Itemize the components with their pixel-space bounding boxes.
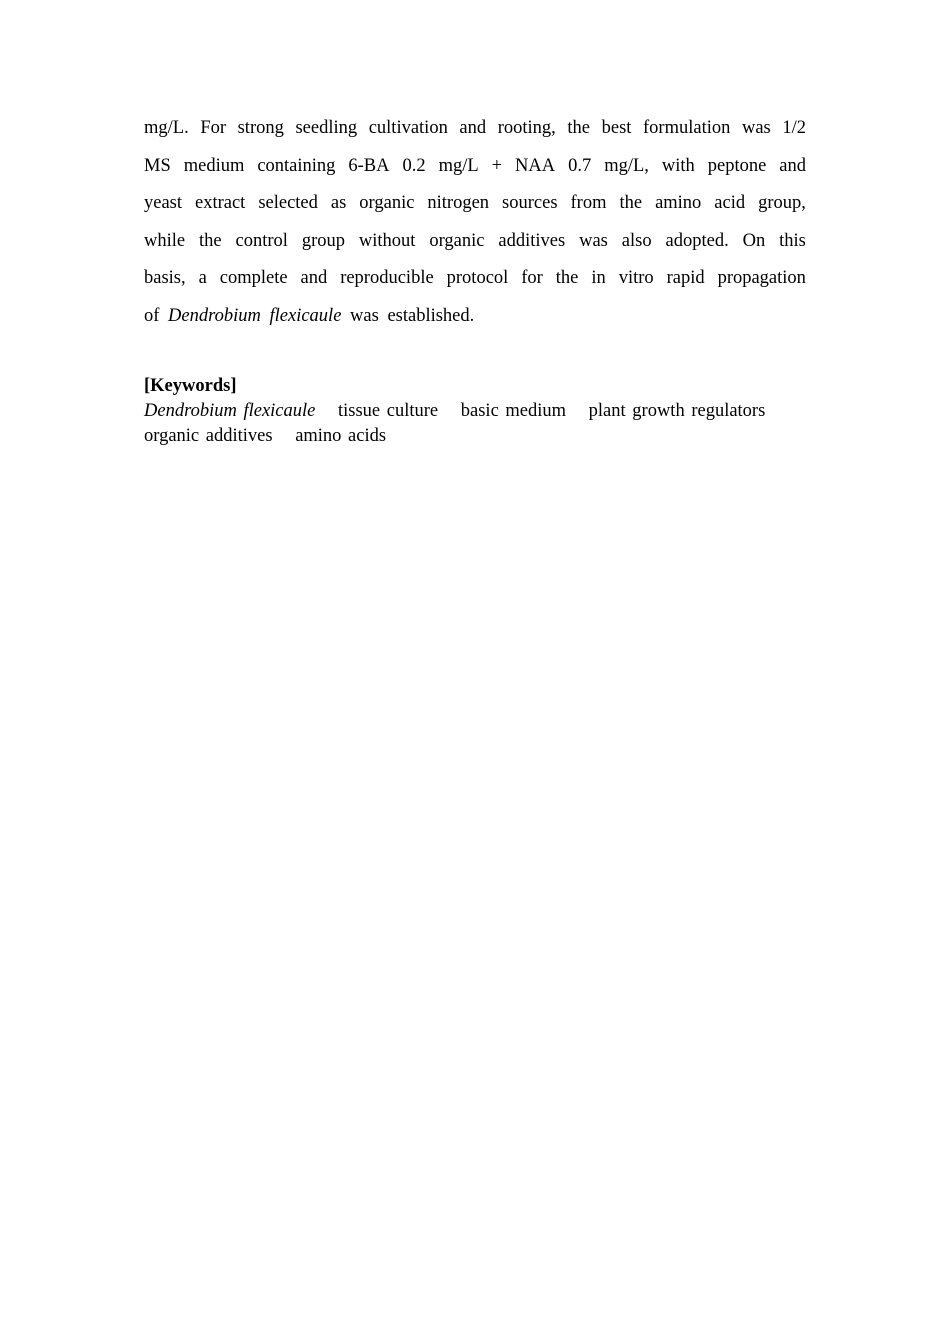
keywords-line-1 xyxy=(144,399,824,424)
abstract-word: rooting, xyxy=(497,118,556,138)
abstract-line xyxy=(144,150,806,188)
abstract-word: a xyxy=(198,268,207,288)
keywords-section xyxy=(144,373,824,449)
abstract-word: selected xyxy=(258,193,318,213)
abstract-word: without xyxy=(358,230,416,251)
abstract-word: the xyxy=(555,268,579,288)
abstract-word: and xyxy=(459,118,487,138)
keyword-item: amino acids xyxy=(295,426,387,446)
abstract-word: while xyxy=(144,230,186,251)
abstract-word: For xyxy=(200,118,227,138)
abstract-word: best xyxy=(601,118,632,138)
abstract-word: basis, xyxy=(144,268,186,288)
keyword-item: Dendrobium flexicaule xyxy=(144,401,316,421)
abstract-word: cultivation xyxy=(368,118,448,138)
abstract-word: medium xyxy=(183,155,245,176)
abstract-word: propagation xyxy=(717,268,806,288)
abstract-word: organic xyxy=(359,193,415,213)
abstract-word: the xyxy=(199,230,222,251)
abstract-word: rapid xyxy=(666,268,705,288)
keyword-item: basic medium xyxy=(460,401,567,421)
abstract-word: was xyxy=(741,118,771,138)
abstract-word: the xyxy=(619,193,643,213)
abstract-word: mg/L xyxy=(438,155,479,176)
abstract-word: mg/L. xyxy=(144,118,189,138)
abstract-word: additives xyxy=(498,230,566,251)
keywords-line-2 xyxy=(144,424,824,449)
abstract-word: mg/L, xyxy=(604,155,649,176)
abstract-word: extract xyxy=(195,193,246,213)
abstract-word: peptone xyxy=(707,155,767,176)
abstract-word: 0.7 xyxy=(568,155,592,176)
keyword-item: tissue culture xyxy=(338,401,439,421)
abstract-word: + xyxy=(491,155,503,176)
abstract-word: yeast xyxy=(144,193,183,213)
abstract-word: amino xyxy=(655,193,702,213)
abstract-word: vitro xyxy=(618,268,654,288)
abstract-word: 6-BA xyxy=(348,155,390,176)
keyword-item: plant growth regulators xyxy=(588,401,766,421)
abstract-word: protocol xyxy=(446,268,509,288)
abstract-line xyxy=(144,225,806,263)
abstract-word: 1/2 xyxy=(782,118,806,138)
abstract-line xyxy=(144,112,806,150)
abstract-word: formulation xyxy=(643,118,731,138)
abstract-word: was xyxy=(579,230,608,251)
abstract-word: and xyxy=(300,268,328,288)
abstract-last-suffix: was established. xyxy=(350,305,475,326)
abstract-word: On xyxy=(742,230,766,251)
abstract-word: containing xyxy=(257,155,336,176)
abstract-word: with xyxy=(661,155,695,176)
abstract-line xyxy=(144,187,806,225)
keyword-item: organic additives xyxy=(144,426,273,446)
abstract-word: organic xyxy=(429,230,485,251)
abstract-word: MS xyxy=(144,155,171,176)
abstract-line-last xyxy=(144,300,806,338)
abstract-word: and xyxy=(779,155,806,176)
abstract-word: sources xyxy=(502,193,558,213)
abstract-word: nitrogen xyxy=(427,193,490,213)
abstract-word: for xyxy=(521,268,543,288)
abstract-word: from xyxy=(570,193,607,213)
abstract-word: 0.2 xyxy=(402,155,426,176)
abstract-line xyxy=(144,262,806,300)
abstract-word: this xyxy=(779,230,806,251)
abstract-word: as xyxy=(330,193,347,213)
abstract-paragraph xyxy=(144,112,806,337)
abstract-last-prefix: of xyxy=(144,305,160,326)
abstract-word: acid xyxy=(714,193,746,213)
abstract-word: group, xyxy=(758,193,806,213)
abstract-word: adopted. xyxy=(665,230,729,251)
abstract-word: strong xyxy=(237,118,284,138)
abstract-word: also xyxy=(621,230,652,251)
abstract-word: seedling xyxy=(295,118,358,138)
abstract-word: the xyxy=(567,118,591,138)
abstract-word: group xyxy=(301,230,346,251)
abstract-word: NAA xyxy=(515,155,556,176)
abstract-word: control xyxy=(235,230,288,251)
keywords-heading: [Keywords] xyxy=(144,376,237,396)
species-name: Dendrobium flexicaule xyxy=(168,305,342,326)
abstract-word: reproducible xyxy=(340,268,434,288)
abstract-word: in xyxy=(591,268,606,288)
abstract-word: complete xyxy=(219,268,288,288)
